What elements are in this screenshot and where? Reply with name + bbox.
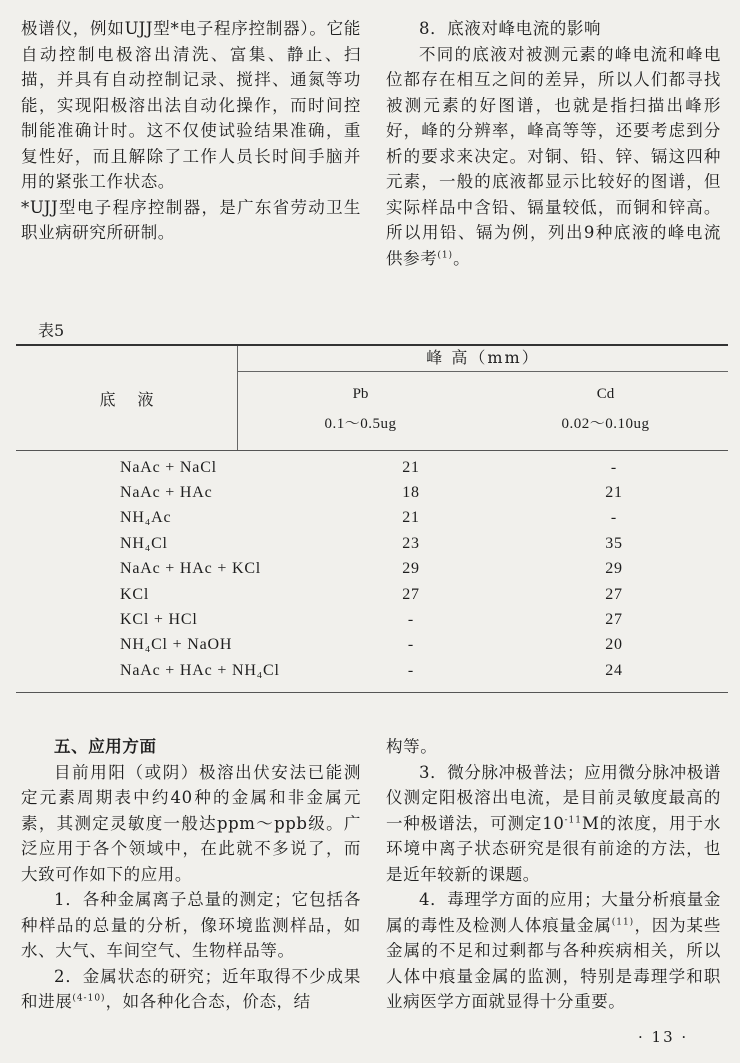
page-number: · 13 · [638,1028,689,1046]
cell-solution: NH₄Cl + NaOH [120,636,233,654]
cell-pb: 18 [402,484,420,502]
paragraph-item-2 [21,964,361,1015]
cell-solution: NaAc + NaCl [120,458,217,476]
header-cd-range: 0.02～0.10ug [561,416,650,432]
paragraph-item-3 [386,760,721,888]
item4-text: 4．毒理学方面的应用；大量分析痕量金属的毒性及检测人体痕量金属 [386,890,721,935]
header-peak-height: 峰 高（mm） [238,346,728,372]
header-subcolumns [238,372,728,434]
header-supporting-solution: 底液 [16,346,238,450]
cell-solution: NaAc + HAc + KCl [120,560,262,578]
table-row [16,633,728,658]
cell-cd: 24 [605,661,623,679]
paragraph-item-4 [386,887,721,1015]
top-left-column [21,16,361,246]
cell-pb: 21 [402,509,420,527]
header-col-pb [238,372,483,434]
bottom-left-column [21,734,361,1015]
paragraph-item-1: 1．各种金属离子总量的测定；它包括各种样品的总量的分析，像环境监测样品，如水、大气、车间空气、生物样品等。 [21,890,361,960]
cell-cd: 21 [605,484,623,502]
cell-cd: 29 [605,560,623,578]
citation-ref: (4-10) [72,993,106,1004]
table-row [16,506,728,531]
item2-text-end: ，如各种化合态，价态，结 [105,992,311,1011]
item2-text: 2．金属状态的研究；近年取得不少成果和进展 [21,966,361,1011]
table-bottom-rule [16,692,728,693]
item4-text-end: ，因为某些金属的不足和过剩都与各种疾病相关，所以人体中痕量金属的监测，特别是毒理学和职业病医学方面就显得十分重要。 [386,915,721,1011]
bottom-right-column [386,734,721,1015]
table-row [16,480,728,505]
section-heading-8: 8．底液对峰电流的影响 [419,19,602,38]
table-row [16,658,728,683]
paragraph-text: 不同的底液对被测元素的峰电流和峰电位都存在相互之间的差异，所以人们都寻找被测元素的好图谱，也就是指扫描出峰形好，峰的分辨率，峰高等等，还要考虑到分析的要求来决定。对铜、铅、锌、镉这四种元素，一般的底液都显示比较好的图谱，但实际样品中含铅、镉量较低，而铜和锌高。所以用铅、镉为例，列出9种底液的峰电流供参考 [386,44,721,268]
cell-pb: - [407,661,415,679]
cell-pb: 27 [402,585,420,603]
header-cd-element: Cd [596,386,615,402]
header-peak-height-group [238,346,728,450]
section-heading-applications: 五、应用方面 [54,737,157,756]
cell-pb: 23 [402,534,420,552]
cell-cd: 27 [605,611,623,629]
paragraph-end: 。 [453,248,471,268]
item3-text-end: M的浓度，用于水环境中离子状态研究是很有前途的方法，也是近年较新的课题。 [386,813,721,884]
cell-pb: - [407,611,415,629]
cell-pb: 21 [402,458,420,476]
table-row [16,582,728,607]
citation-ref: (1) [437,250,454,260]
table-row [16,455,728,480]
header-pb-range: 0.1～0.5ug [324,416,397,432]
paragraph-applications-intro: 目前用阳（或阴）极溶出伏安法已能测定元素周期表中约40种的金属和非金属元素，其测定灵敏度一般达ppm～ppb级。广泛应用于各个领域中，在此就不多说了，而大致可作如下的应用。 [21,762,361,884]
cell-solution: NH₄Ac [120,509,172,527]
cell-pb: 29 [402,560,420,578]
paragraph-supporting-electrolyte [386,42,721,272]
header-pb-element: Pb [352,386,369,402]
cell-solution: NH₄Cl [120,534,168,552]
cell-cd: 35 [605,534,623,552]
citation-ref: (11) [611,917,635,927]
footnote-ujj-controller: *UJJ型电子程序控制器，是广东省劳动卫生职业病研究所研制。 [21,197,361,242]
paragraph-continuation: 构等。 [386,737,438,756]
top-right-column [386,16,721,271]
table-row [16,607,728,632]
cell-cd: - [610,509,618,527]
cell-pb: - [407,636,415,654]
table-row [16,557,728,582]
cell-cd: 27 [605,585,623,603]
table-header [16,346,728,450]
cell-solution: NaAc + HAc + NH₄Cl [120,661,280,679]
cell-solution: KCl [120,585,150,603]
table-caption: 表5 [38,321,65,340]
cell-cd: 20 [605,636,623,654]
paragraph-controller-description: 极谱仪，例如UJJ型*电子程序控制器）。它能自动控制电极溶出清洗、富集、静止、扫描，并具有自动控制记录、搅拌、通氮等功能，实现阳极溶出法自动化操作，而时间控制能准确计时。这不仅使试验结果准确，重复性好，而且解除了工作人员长时间手脑并用的紧张工作状态。 [21,19,361,191]
table-row [16,531,728,556]
table-body [16,451,728,692]
exponent: -11 [564,815,582,825]
item3-text: 3．微分脉冲极普法；应用微分脉冲极谱仪测定阳极溶出电流，是目前灵敏度最高的一种极谱法，可测定10 [386,762,721,833]
cell-solution: NaAc + HAc [120,484,213,502]
cell-cd: - [610,458,618,476]
cell-solution: KCl + HCl [120,611,198,629]
header-col-cd [483,372,728,434]
table-5 [16,344,728,693]
